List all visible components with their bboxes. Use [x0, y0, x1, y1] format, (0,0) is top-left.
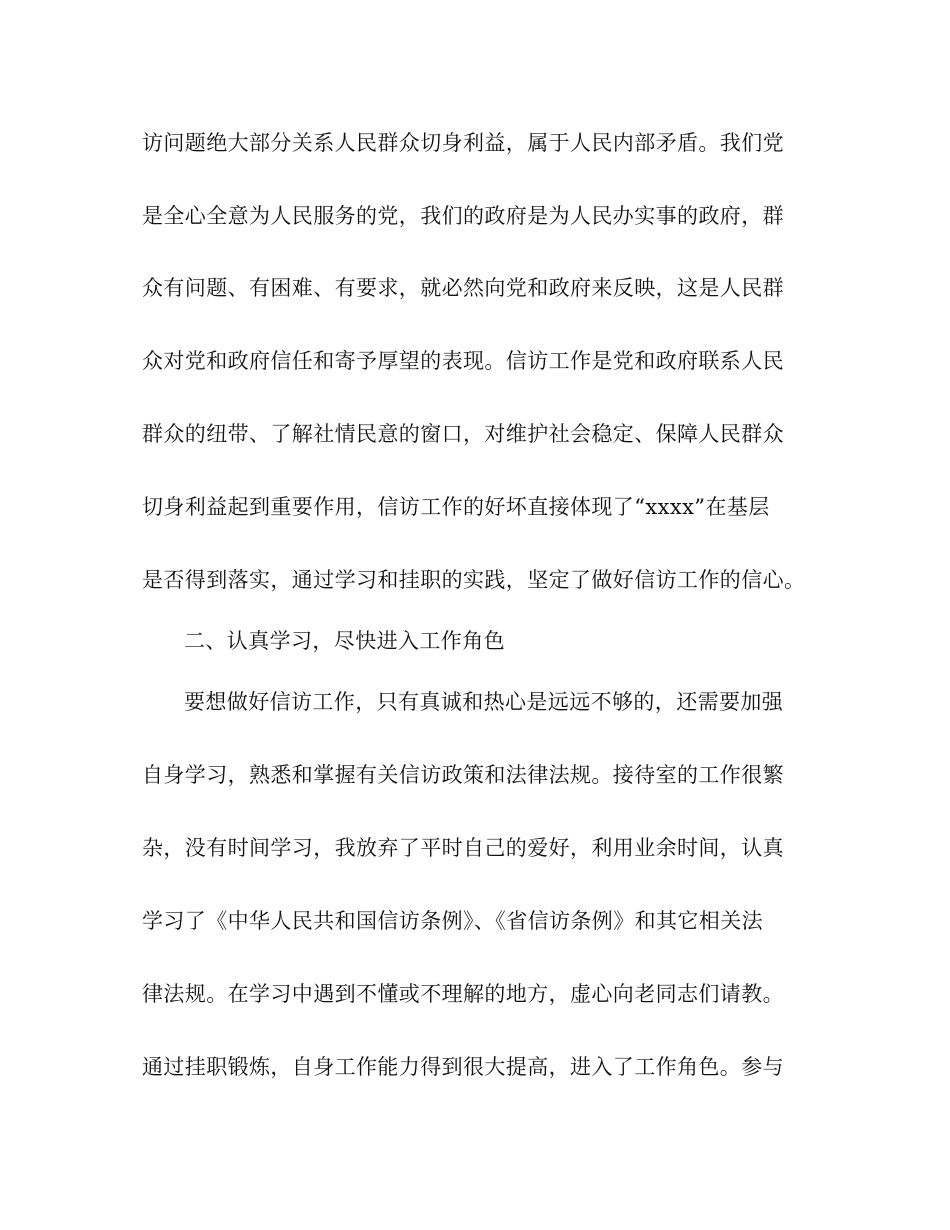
body-line-4: 众对党和政府信任和寄予厚望的表现。信访工作是党和政府联系人民 — [142, 349, 784, 373]
body-line-2: 是全心全意为人民服务的党，我们的政府是为人民办实事的政府，群 — [142, 204, 784, 228]
body-line-1: 访问题绝大部分关系人民群众切身利益，属于人民内部矛盾。我们党 — [142, 131, 784, 155]
body-line-10: 杂，没有时间学习，我放弃了平时自己的爱好，利用业余时间，认真 — [142, 836, 784, 860]
body-line-8: 要想做好信访工作，只有真诚和热心是远远不够的，还需要加强 — [184, 690, 784, 714]
body-line-12: 律法规。在学习中遇到不懂或不理解的地方，虚心向老同志们请教。 — [142, 982, 784, 1006]
body-line-6: 切身利益起到重要作用，信访工作的好坏直接体现了“xxxx”在基层 — [142, 495, 770, 519]
body-line-11: 学习了《中华人民共和国信访条例》、《省信访条例》和其它相关法 — [142, 909, 763, 933]
body-line-9: 自身学习，熟悉和掌握有关信访政策和法律法规。接待室的工作很繁 — [142, 763, 784, 787]
body-line-5: 群众的纽带、了解社情民意的窗口，对维护社会稳定、保障人民群众 — [142, 422, 784, 446]
body-line-7: 是否得到落实，通过学习和挂职的实践，坚定了做好信访工作的信心。 — [142, 568, 806, 592]
body-line-3: 众有问题、有困难、有要求，就必然向党和政府来反映，这是人民群 — [142, 276, 784, 300]
body-line-13: 通过挂职锻炼，自身工作能力得到很大提高，进入了工作角色。参与 — [142, 1055, 784, 1079]
section-heading: 二、认真学习，尽快进入工作角色 — [184, 629, 505, 653]
